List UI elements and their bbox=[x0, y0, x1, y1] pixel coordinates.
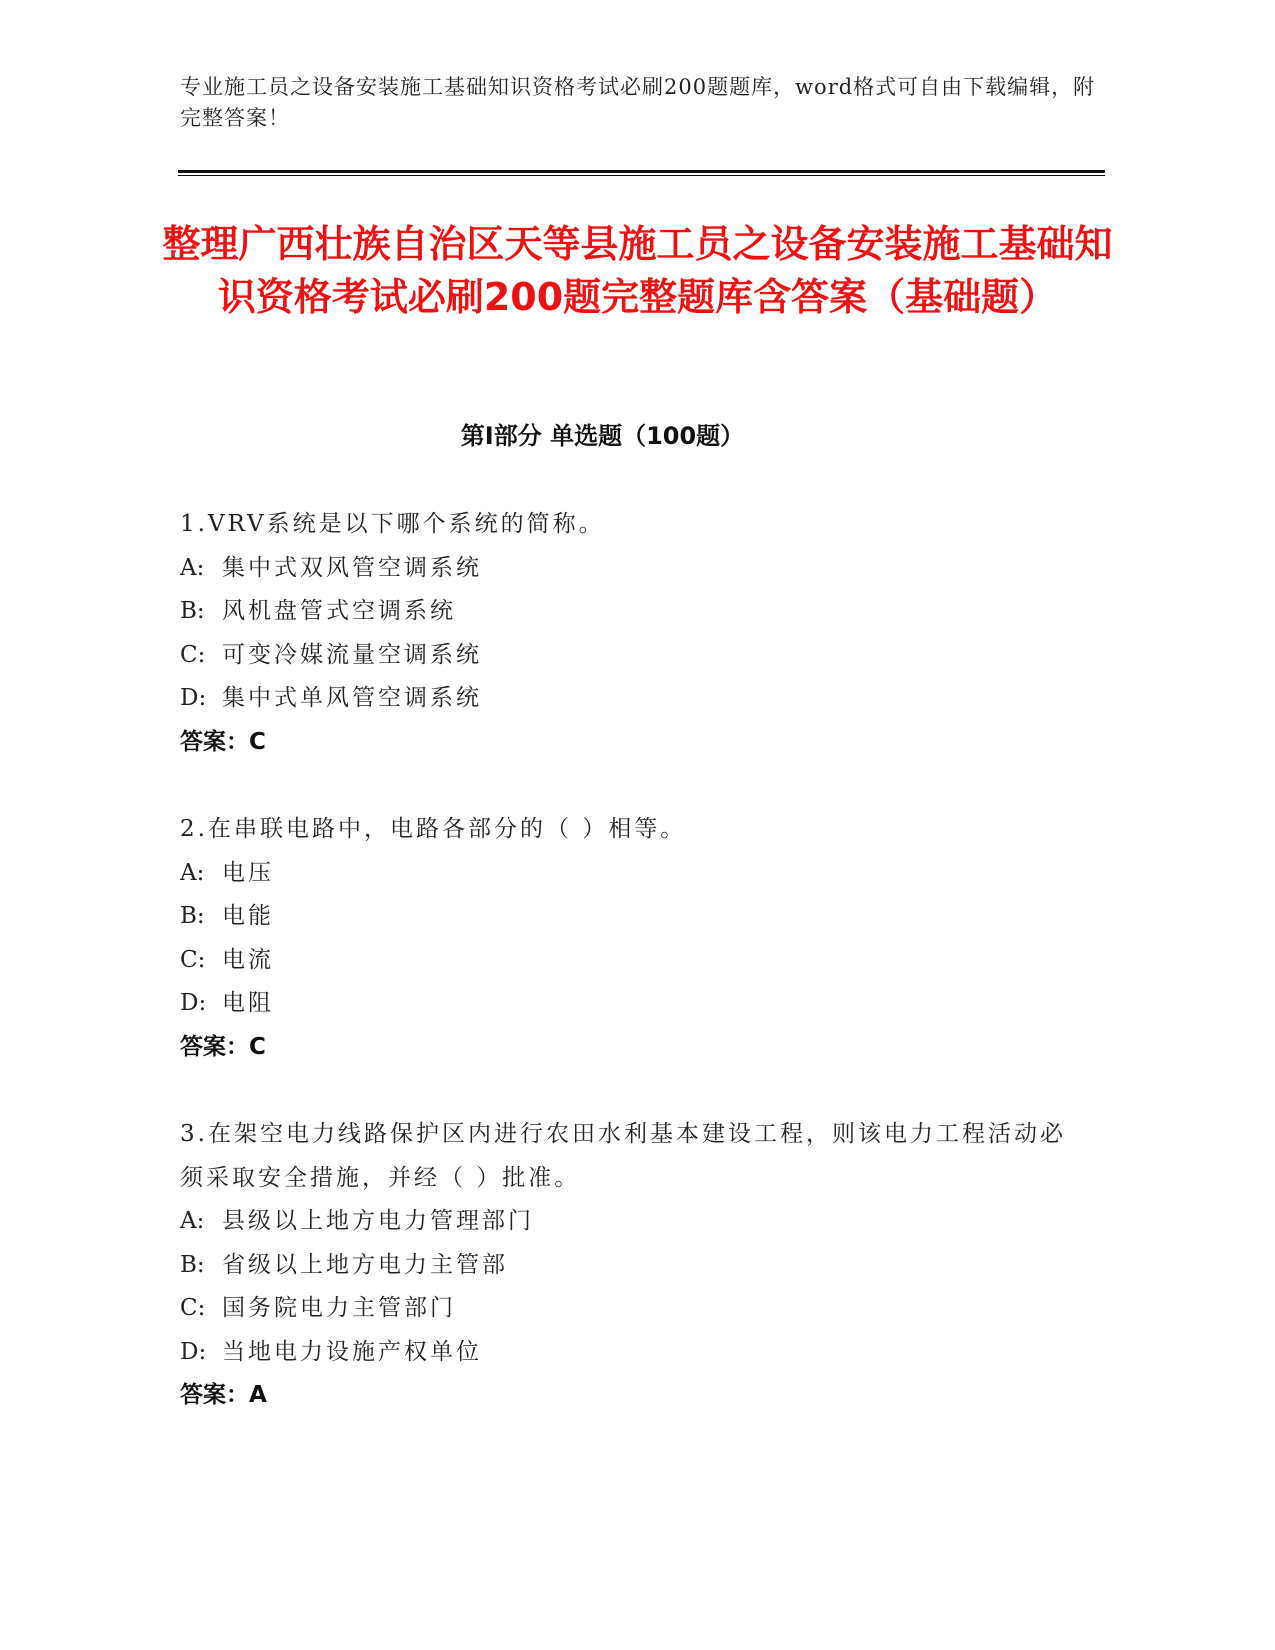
option-text: 电流 bbox=[222, 946, 274, 973]
option-letter: D: bbox=[180, 1338, 207, 1365]
option-b bbox=[180, 1244, 1080, 1288]
answer-line: 答案：A bbox=[180, 1382, 267, 1408]
answer-line: 答案：C bbox=[180, 728, 266, 755]
option-letter: A: bbox=[180, 1208, 205, 1234]
option-text: 电能 bbox=[222, 903, 274, 929]
option-c bbox=[180, 1287, 1080, 1331]
option-b bbox=[180, 590, 1080, 634]
option-letter: D: bbox=[180, 685, 207, 711]
document-title: 整理广西壮族自治区天等县施工员之设备安装施工基础知识资格考试必刷200题完整题库含答案（基础题） bbox=[162, 222, 1113, 319]
option-text: 国务院电力主管部门 bbox=[222, 1295, 456, 1321]
header-divider-thin bbox=[178, 175, 1105, 176]
option-letter: A: bbox=[180, 554, 205, 581]
option-a bbox=[180, 1200, 1080, 1244]
option-b bbox=[180, 895, 1080, 939]
option-c bbox=[180, 939, 1080, 983]
option-text: 集中式单风管空调系统 bbox=[222, 685, 482, 711]
option-letter: B: bbox=[180, 903, 205, 929]
option-letter: C: bbox=[180, 641, 206, 668]
option-letter: A: bbox=[180, 859, 205, 886]
question-block bbox=[180, 808, 1080, 1069]
option-text: 县级以上地方电力管理部门 bbox=[222, 1208, 534, 1234]
option-letter: B: bbox=[180, 598, 205, 624]
header-divider-thick bbox=[178, 170, 1105, 173]
option-a bbox=[180, 852, 1080, 896]
option-d bbox=[180, 677, 1080, 721]
section-title: 第Ⅰ部分 单选题（100题） bbox=[460, 422, 745, 450]
option-text: 可变冷媒流量空调系统 bbox=[222, 641, 482, 668]
option-c bbox=[180, 634, 1080, 678]
header-note: 专业施工员之设备安装施工基础知识资格考试必刷200题题库，word格式可自由下载编辑，附完整答案！ bbox=[180, 75, 1096, 130]
option-d bbox=[180, 982, 1080, 1026]
option-text: 电阻 bbox=[222, 990, 274, 1016]
option-text: 集中式双风管空调系统 bbox=[222, 554, 482, 581]
option-d bbox=[180, 1331, 1080, 1375]
question-stem: 1.VRV系统是以下哪个系统的简称。 bbox=[180, 511, 605, 537]
option-text: 省级以上地方电力主管部 bbox=[222, 1251, 508, 1278]
question-stem: 3.在架空电力线路保护区内进行农田水利基本建设工程，则该电力工程活动必须采取安全措施，并经（ ）批准。 bbox=[180, 1121, 1066, 1191]
option-letter: D: bbox=[180, 990, 207, 1016]
question-block bbox=[180, 503, 1080, 764]
option-letter: C: bbox=[180, 946, 206, 973]
answer-line: 答案：C bbox=[180, 1033, 266, 1060]
question-stem: 2.在串联电路中，电路各部分的（ ）相等。 bbox=[180, 816, 687, 842]
option-text: 电压 bbox=[222, 859, 274, 886]
option-text: 当地电力设施产权单位 bbox=[222, 1338, 482, 1365]
question-block bbox=[180, 1113, 1080, 1418]
option-letter: B: bbox=[180, 1251, 205, 1278]
option-a bbox=[180, 547, 1080, 591]
option-text: 风机盘管式空调系统 bbox=[222, 598, 456, 624]
option-letter: C: bbox=[180, 1295, 206, 1321]
